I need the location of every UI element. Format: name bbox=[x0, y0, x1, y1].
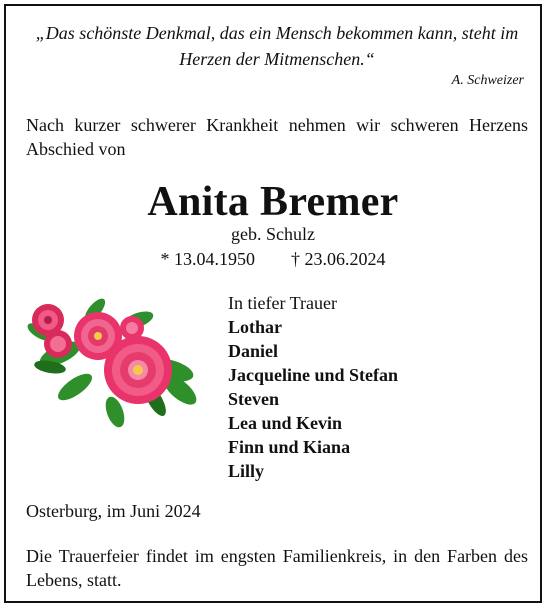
birth-date: * 13.04.1950 bbox=[160, 249, 255, 269]
obituary-notice bbox=[4, 4, 542, 603]
mourner-name: Jacqueline und Stefan bbox=[228, 365, 399, 385]
intro-text: Nach kurzer schwerer Krankheit nehmen wir schweren Herzens Abschied von bbox=[26, 115, 528, 159]
mourner-name: Lea und Kevin bbox=[228, 413, 343, 433]
mourner-name: Finn und Kiana bbox=[228, 437, 351, 457]
mourner-name: Steven bbox=[228, 389, 279, 409]
mourner-name: Lothar bbox=[228, 317, 282, 337]
deceased-name: Anita Bremer bbox=[147, 179, 399, 225]
quote-author: A. Schweizer bbox=[451, 73, 524, 88]
quote-text: „Das schönste Denkmal, das ein Mensch bekommen kann, steht im Herzen der Mitmenschen.“ bbox=[35, 23, 519, 69]
peony-bouquet-icon bbox=[20, 292, 218, 430]
life-dates bbox=[6, 249, 540, 270]
mourners-list bbox=[228, 291, 398, 483]
mourners-heading: In tiefer Trauer bbox=[228, 293, 337, 313]
maiden-name: geb. Schulz bbox=[231, 224, 315, 244]
death-date: † 23.06.2024 bbox=[291, 249, 386, 269]
mourner-name: Lilly bbox=[228, 461, 265, 481]
funeral-note: Die Trauerfeier findet im engsten Familienkreis, in den Farben des Lebens, statt. bbox=[26, 546, 528, 590]
place-date: Osterburg, im Juni 2024 bbox=[26, 501, 201, 521]
mourner-name: Daniel bbox=[228, 341, 279, 361]
